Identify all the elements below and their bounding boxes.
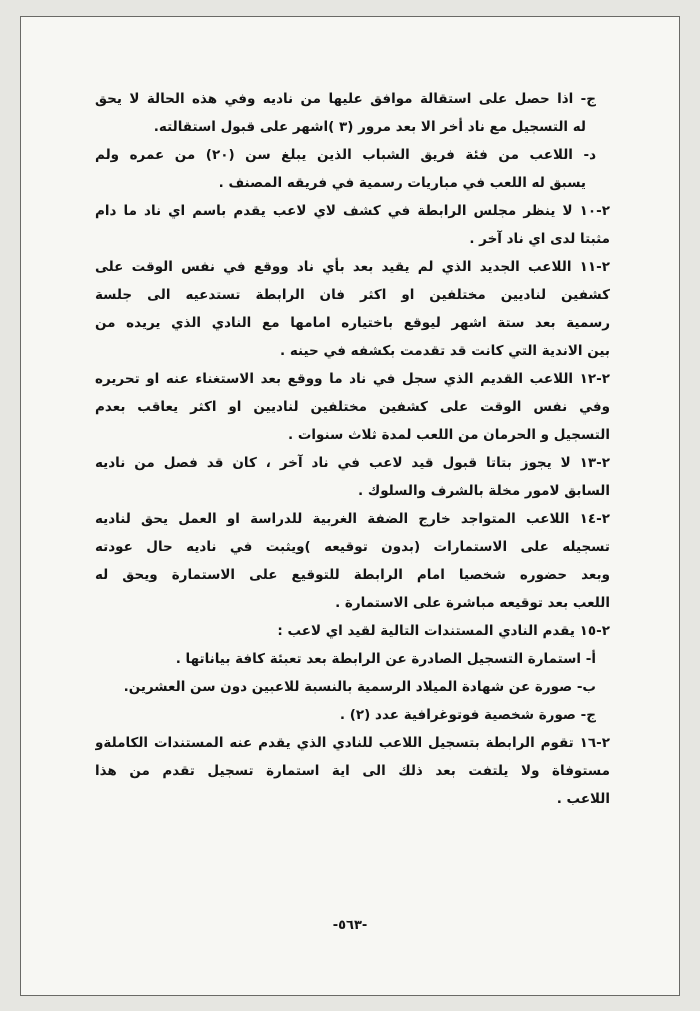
- text-line: ٢-١٤ اللاعب المتواجد خارج الضفة الغربية للدراسة او العمل يحق لناديه: [95, 511, 610, 527]
- text-line: مثبتا لدى اي ناد آخر .: [469, 231, 610, 247]
- text-line: ٢-١٥ يقدم النادي المستندات التالية لقيد اي لاعب :: [277, 623, 610, 639]
- page-number: -٥٦٣-: [332, 918, 368, 933]
- text-line: مستوفاة ولا يلتفت بعد ذلك الى اية استمارة تسجيل تقدم من هذا: [95, 763, 610, 779]
- text-line: تسجيله على الاستمارات (بدون توقيعه )ويثبت في ناديه حال عودته: [95, 539, 610, 555]
- text-line: كشفين لناديين مختلفين او اكثر فان الرابطة تستدعيه الى جلسة: [95, 287, 610, 303]
- text-line: يسبق له اللعب في مباريات رسمية في فريقه المصنف .: [218, 175, 586, 191]
- article-text: [95, 85, 610, 813]
- text-line: اللاعب .: [556, 791, 610, 807]
- text-line: أ- استمارة التسجيل الصادرة عن الرابطة بعد تعبئة كافة بياناتها .: [175, 651, 596, 667]
- text-line: السابق لامور مخلة بالشرف والسلوك .: [358, 483, 610, 499]
- text-line: د- اللاعب من فئة فريق الشباب الذين يبلغ سن (٢٠) من عمره ولم: [95, 147, 597, 163]
- text-line: اللعب بعد توقيعه مباشرة على الاستمارة .: [335, 595, 610, 611]
- text-line: ج- اذا حصل على استقالة موافق عليها من ناديه وفي هذه الحالة لا يحق: [95, 91, 596, 107]
- text-line: ٢-١٦ تقوم الرابطة بتسجيل اللاعب للنادي الذي يقدم عنه المستندات الكاملةو: [95, 735, 610, 751]
- text-line: التسجيل و الحرمان من اللعب لمدة ثلاث سنوات .: [288, 427, 610, 443]
- text-line: ٢-١٠ لا ينظر مجلس الرابطة في كشف لاي لاعب يقدم باسم اي ناد ما دام: [95, 203, 610, 219]
- text-line: ٢-١١ اللاعب الجديد الذي لم يقيد بعد بأي ناد ووقع في نفس الوقت على: [95, 259, 610, 275]
- text-line: وبعد حضوره شخصيا امام الرابطة للتوقيع على الاستمارة ويحق له: [95, 567, 610, 583]
- text-line: ج- صورة شخصية فوتوغرافية عدد (٢) .: [339, 707, 596, 723]
- text-line: بين الاندية التي كانت قد تقدمت بكشفه في حينه .: [280, 343, 610, 359]
- text-line: ب- صورة عن شهادة الميلاد الرسمية بالنسبة للاعبين دون سن العشرين.: [123, 679, 596, 695]
- text-line: ٢-١٣ لا يجوز بتاتا قبول قيد لاعب في ناد آخر ، كان قد فصل من ناديه: [95, 455, 610, 471]
- text-line: رسمية بعد ستة اشهر ليوقع باختياره امامها مع النادي الذي يريده من: [95, 315, 610, 331]
- text-line: وفي نفس الوقت على كشفين مختلفين لناديين او اكثر يعاقب بعدم: [95, 399, 610, 415]
- text-line: ٢-١٢ اللاعب القديم الذي سجل في ناد ما ووقع بعد الاستغناء عنه او تحريره: [95, 371, 610, 387]
- text-line: له التسجيل مع ناد أخر الا بعد مرور (٣ )اشهر على قبول استقالته.: [153, 119, 586, 135]
